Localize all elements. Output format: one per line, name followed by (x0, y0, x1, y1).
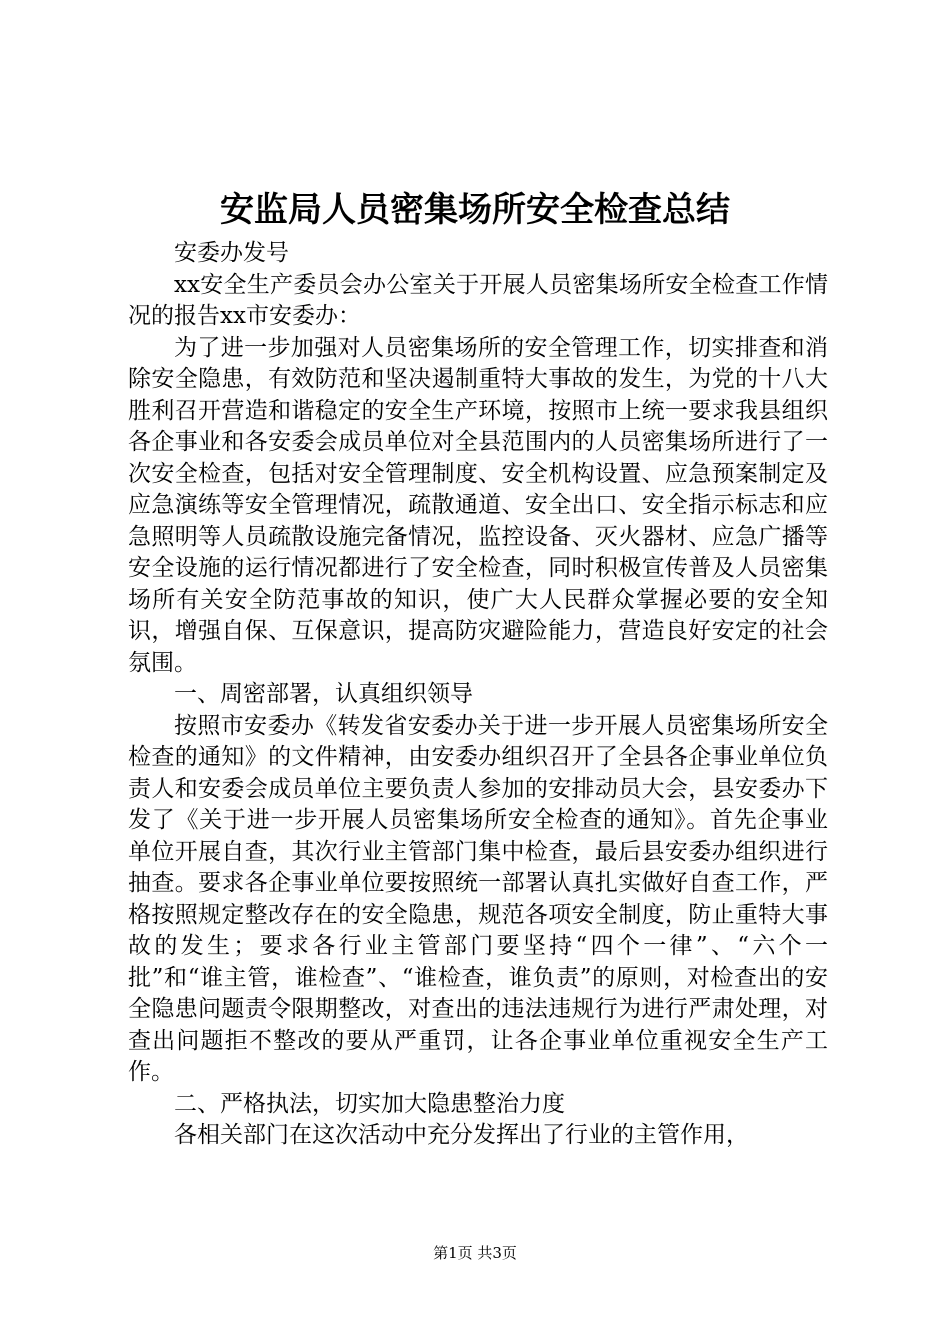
document-title: 安监局人员密集场所安全检查总结 (220, 190, 730, 230)
section-heading-2: 二、严格执法，切实加大隐患整治力度 (174, 1090, 565, 1117)
paragraph-section-2: 各相关部门在这次活动中充分发挥出了行业的主管作用， (174, 1122, 749, 1148)
paragraph-section-1: 按照市安委办《转发省安委办关于进一步开展人员密集场所安全检查的通知》的文件精神，由安委办组织召开了全县各企事业单位负责人和安委会成员单位主要负责人参加的安排动员大会，县安委办下发了《关于进一步开展人员密集场所安全检查的通知》。首先企事业单位开展自查，其次行业主管部门集中检查，最后县安委办组织进行抽查。要求各企事业单位要按照统一部署认真扎实做好自查工作，严格按照规定整改存在的安全隐患，规范各项安全制度，防止重特大事故的发生；要求各行业主管部门要坚持“四个一律”、“六个一批”和“谁主管，谁检查”、“谁检查，谁负责”的原则，对检查出的安全隐患问题责令限期整改，对查出的违法违规行为进行严肃处理，对查出问题拒不整改的要从严重罚，让各企事业单位重视安全生产工作。 (128, 712, 828, 1085)
paragraph-report-heading: xx安全生产委员会办公室关于开展人员密集场所安全检查工作情况的报告xx市安委办： (128, 271, 828, 329)
document-body (128, 238, 828, 1152)
section-heading-1: 一、周密部署，认真组织领导 (174, 681, 473, 707)
paragraph-introduction: 为了进一步加强对人员密集场所的安全管理工作，切实排查和消除安全隐患，有效防范和坚决遏制重特大事故的发生，为党的十八大胜利召开营造和谐稳定的安全生产环境，按照市上统一要求我县组织各企事业和各安委会成员单位对全县范围内的人员密集场所进行了一次安全检查，包括对安全管理制度、安全机构设置、应急预案制定及应急演练等安全管理情况，疏散通道、安全出口、安全指示标志和应急照明等人员疏散设施完备情况，监控设备、灭火器材、应急广播等安全设施的运行情况都进行了安全检查，同时积极宣传普及人员密集场所有关安全防范事故的知识，使广大人民群众掌握必要的安全知识，增强自保、互保意识，提高防灾避险能力，营造良好安定的社会氛围。 (128, 334, 828, 676)
page-number-footer: 第1页 共3页 (433, 1244, 517, 1262)
paragraph-document-number: 安委办发号 (174, 240, 289, 266)
